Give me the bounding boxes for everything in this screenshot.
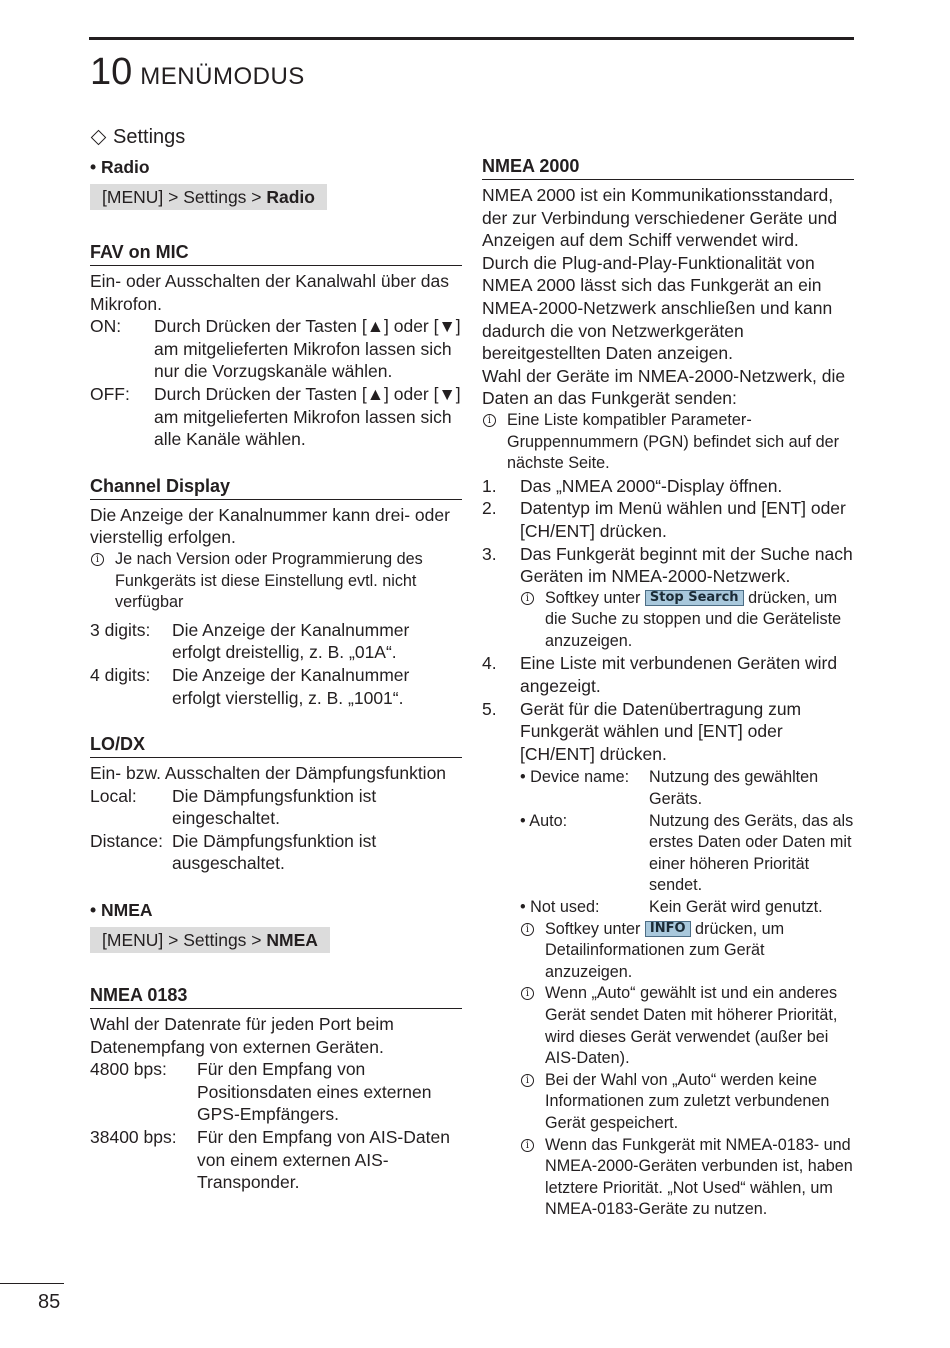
chapter-heading xyxy=(90,50,305,99)
nmea-menu-path xyxy=(90,927,330,953)
stop-search-note-before: Softkey unter xyxy=(545,588,641,607)
channel-note xyxy=(90,549,462,614)
fav-item-on xyxy=(90,315,462,383)
info-icon: i xyxy=(521,987,534,1000)
nmea0183-item-38400 xyxy=(90,1126,462,1194)
info-softkey-note xyxy=(520,919,854,984)
lodx-distance-value: Die Dämpfungsfunktion ist ausgeschaltet. xyxy=(172,830,377,874)
step-2-number: 2. xyxy=(482,498,497,519)
channel-note-text: Je nach Version oder Programmierung des Funkgeräts ist diese Einstellung evtl. nicht verfügbar xyxy=(115,549,423,612)
step-5 xyxy=(482,698,854,766)
info-icon: i xyxy=(521,1074,534,1087)
nmea0183-4800-key: 4800 bps: xyxy=(90,1059,167,1080)
option-auto-key: • Auto: xyxy=(520,811,568,830)
priority-note-text: Wenn das Funkgerät mit NMEA-0183- und NMEA-2000-Geräten verbunden ist, haben letztere Priorität. „Not Used“ wählen, um NMEA-0183-Geräte zu nutzen. xyxy=(545,1135,853,1219)
info-icon: i xyxy=(483,414,496,427)
step-2-text: Datentyp im Menü wählen und [ENT] oder [CH/ENT] drücken. xyxy=(520,498,846,541)
channel-4-key: 4 digits: xyxy=(90,664,151,685)
auto-memory-note xyxy=(520,1070,854,1135)
info-icon: i xyxy=(521,1139,534,1152)
lodx-heading: LO/DX xyxy=(90,733,462,758)
step-1 xyxy=(482,475,854,498)
lodx-intro: Ein- bzw. Ausschalten der Dämpfungsfunktion xyxy=(90,763,447,784)
option-not-used-key: • Not used: xyxy=(520,898,600,916)
info-softkey[interactable]: INFO xyxy=(645,921,691,937)
info-note-before: Softkey unter xyxy=(545,919,641,938)
section-title xyxy=(90,124,462,150)
chapter-number: 10 xyxy=(90,51,133,93)
step-5-number: 5. xyxy=(482,698,497,719)
section-title-text: Settings xyxy=(113,126,186,148)
page-number-rule xyxy=(0,1283,64,1284)
channel-item-4 xyxy=(90,664,462,709)
lodx-item-distance xyxy=(90,830,462,875)
nmea-path-prefix: [MENU] > Settings > xyxy=(102,930,267,951)
stop-search-note-after: drücken, um die Suche zu stoppen und die Geräteliste anzuzeigen. xyxy=(545,588,842,650)
nmea0183-item-4800 xyxy=(90,1058,462,1126)
lodx-distance-key: Distance: xyxy=(90,830,163,851)
step-5-text: Gerät für die Datenübertragung zum Funkgerät wählen und [ENT] oder [CH/ENT] drücken. xyxy=(520,698,802,764)
nmea0183-heading: NMEA 0183 xyxy=(90,984,462,1009)
channel-heading: Channel Display xyxy=(90,475,462,500)
step-3 xyxy=(482,543,854,588)
info-icon: i xyxy=(521,592,534,605)
info-icon: i xyxy=(521,923,534,936)
fav-heading: FAV on MIC xyxy=(90,241,462,266)
nmea0183-38400-key: 38400 bps: xyxy=(90,1127,177,1148)
step-3-text: Das Funkgerät beginnt mit der Suche nach Geräten im NMEA-2000-Netzwerk. xyxy=(520,543,853,587)
step-1-text: Das „NMEA 2000“-Display öffnen. xyxy=(520,475,783,496)
channel-item-3 xyxy=(90,619,462,664)
pgn-note xyxy=(482,410,854,475)
stop-search-note xyxy=(520,588,854,653)
option-not-used xyxy=(520,897,854,919)
nmea2000-para1: NMEA 2000 ist ein Kommunikationsstandard, der zur Verbindung verschiedener Geräte und Anzeigen auf dem Schiff verwendet wird. xyxy=(482,185,838,251)
nmea2000-para3: Wahl der Geräte im NMEA-2000-Netzwerk, die Daten an das Funkgerät senden: xyxy=(482,365,846,409)
auto-priority-note-text: Wenn „Auto“ gewählt ist und ein anderes Gerät sendet Daten mit höherer Priorität, wird dieses Gerät verwendet (außer bei AIS-Daten). xyxy=(545,984,838,1068)
channel-intro: Die Anzeige der Kanalnummer kann drei- oder vierstellig erfolgen. xyxy=(90,504,450,548)
fav-on-key: ON: xyxy=(90,316,122,337)
left-column xyxy=(90,124,462,1194)
channel-3-value: Die Anzeige der Kanalnummer erfolgt dreistellig, z. B. „01A“. xyxy=(172,619,410,663)
chapter-title: MENÜMODUS xyxy=(140,63,305,90)
fav-off-value: Durch Drücken der Tasten [▲] oder [▼] am mitgelieferten Mikrofon lassen sich alle Kanäle wählen. xyxy=(154,383,461,450)
nmea0183-38400-value: Für den Empfang von AIS-Daten von einem externen AIS-Transponder. xyxy=(197,1127,450,1193)
nmea0183-intro: Wahl der Datenrate für jeden Port beim Datenempfang von externen Geräten. xyxy=(90,1014,394,1057)
nmea-path-bold: NMEA xyxy=(266,930,318,951)
option-device-name-key: • Device name: xyxy=(520,768,630,787)
info-icon: i xyxy=(91,553,104,566)
radio-path-bold: Radio xyxy=(266,187,315,207)
channel-3-key: 3 digits: xyxy=(90,619,151,640)
info-note-after: drücken, um Detailinformationen zum Gerät anzuzeigen. xyxy=(545,919,785,981)
page-number: 85 xyxy=(38,1291,61,1313)
step-1-number: 1. xyxy=(482,475,497,496)
diamond-icon xyxy=(91,129,107,145)
step-4-number: 4. xyxy=(482,653,497,674)
nmea0183-4800-value: Für den Empfang von Positionsdaten eines externen GPS-Empfängers. xyxy=(197,1059,432,1125)
pgn-note-text: Eine Liste kompatibler Parameter-Gruppennummern (PGN) befindet sich auf der nächste Seite. xyxy=(507,410,840,473)
radio-menu-path xyxy=(90,184,327,210)
nmea2000-para2: Durch die Plug-and-Play-Funktionalität von NMEA 2000 lässt sich das Funkgerät an ein NMEA-2000-Netzwerk anschließen und kann dadurch die von Netzwerkgeräten bereitgestellten Daten anzeigen. xyxy=(482,252,833,364)
step-4 xyxy=(482,652,854,697)
radio-path-prefix: [MENU] > Settings > xyxy=(102,187,267,207)
fav-item-off xyxy=(90,383,462,451)
top-rule xyxy=(89,37,854,40)
auto-priority-note xyxy=(520,983,854,1069)
lodx-local-key: Local: xyxy=(90,785,137,806)
lodx-item-local xyxy=(90,785,462,830)
channel-4-value: Die Anzeige der Kanalnummer erfolgt vierstellig, z. B. „1001“. xyxy=(172,664,410,708)
lodx-local-value: Die Dämpfungsfunktion ist eingeschaltet. xyxy=(172,785,377,829)
option-not-used-value: Kein Gerät wird genutzt. xyxy=(649,898,823,916)
option-device-name-value: Nutzung des gewählten Geräts. xyxy=(649,768,819,809)
nmea2000-heading: NMEA 2000 xyxy=(482,155,854,180)
priority-note xyxy=(520,1135,854,1221)
right-column xyxy=(482,155,854,1221)
auto-memory-note-text: Bei der Wahl von „Auto“ werden keine Informationen zum zuletzt verbundenen Gerät gespeichert. xyxy=(545,1070,830,1132)
option-auto xyxy=(520,811,854,897)
fav-on-value: Durch Drücken der Tasten [▲] oder [▼] am mitgelieferten Mikrofon lassen sich nur die Vorzugskanäle wählen. xyxy=(154,316,461,382)
radio-bullet: • Radio xyxy=(90,157,150,177)
fav-intro: Ein- oder Ausschalten der Kanalwahl über das Mikrofon. xyxy=(90,271,449,314)
option-auto-value: Nutzung des Geräts, das als erstes Daten oder Daten mit einer höheren Priorität sendet. xyxy=(649,811,854,895)
stop-search-softkey[interactable]: Stop Search xyxy=(645,590,744,606)
fav-off-key: OFF: xyxy=(90,383,130,404)
nmea-bullet: • NMEA xyxy=(90,900,153,921)
option-device-name xyxy=(520,767,854,810)
step-4-text: Eine Liste mit verbundenen Geräten wird angezeigt. xyxy=(520,653,838,697)
step-2 xyxy=(482,497,854,542)
step-3-number: 3. xyxy=(482,543,497,564)
